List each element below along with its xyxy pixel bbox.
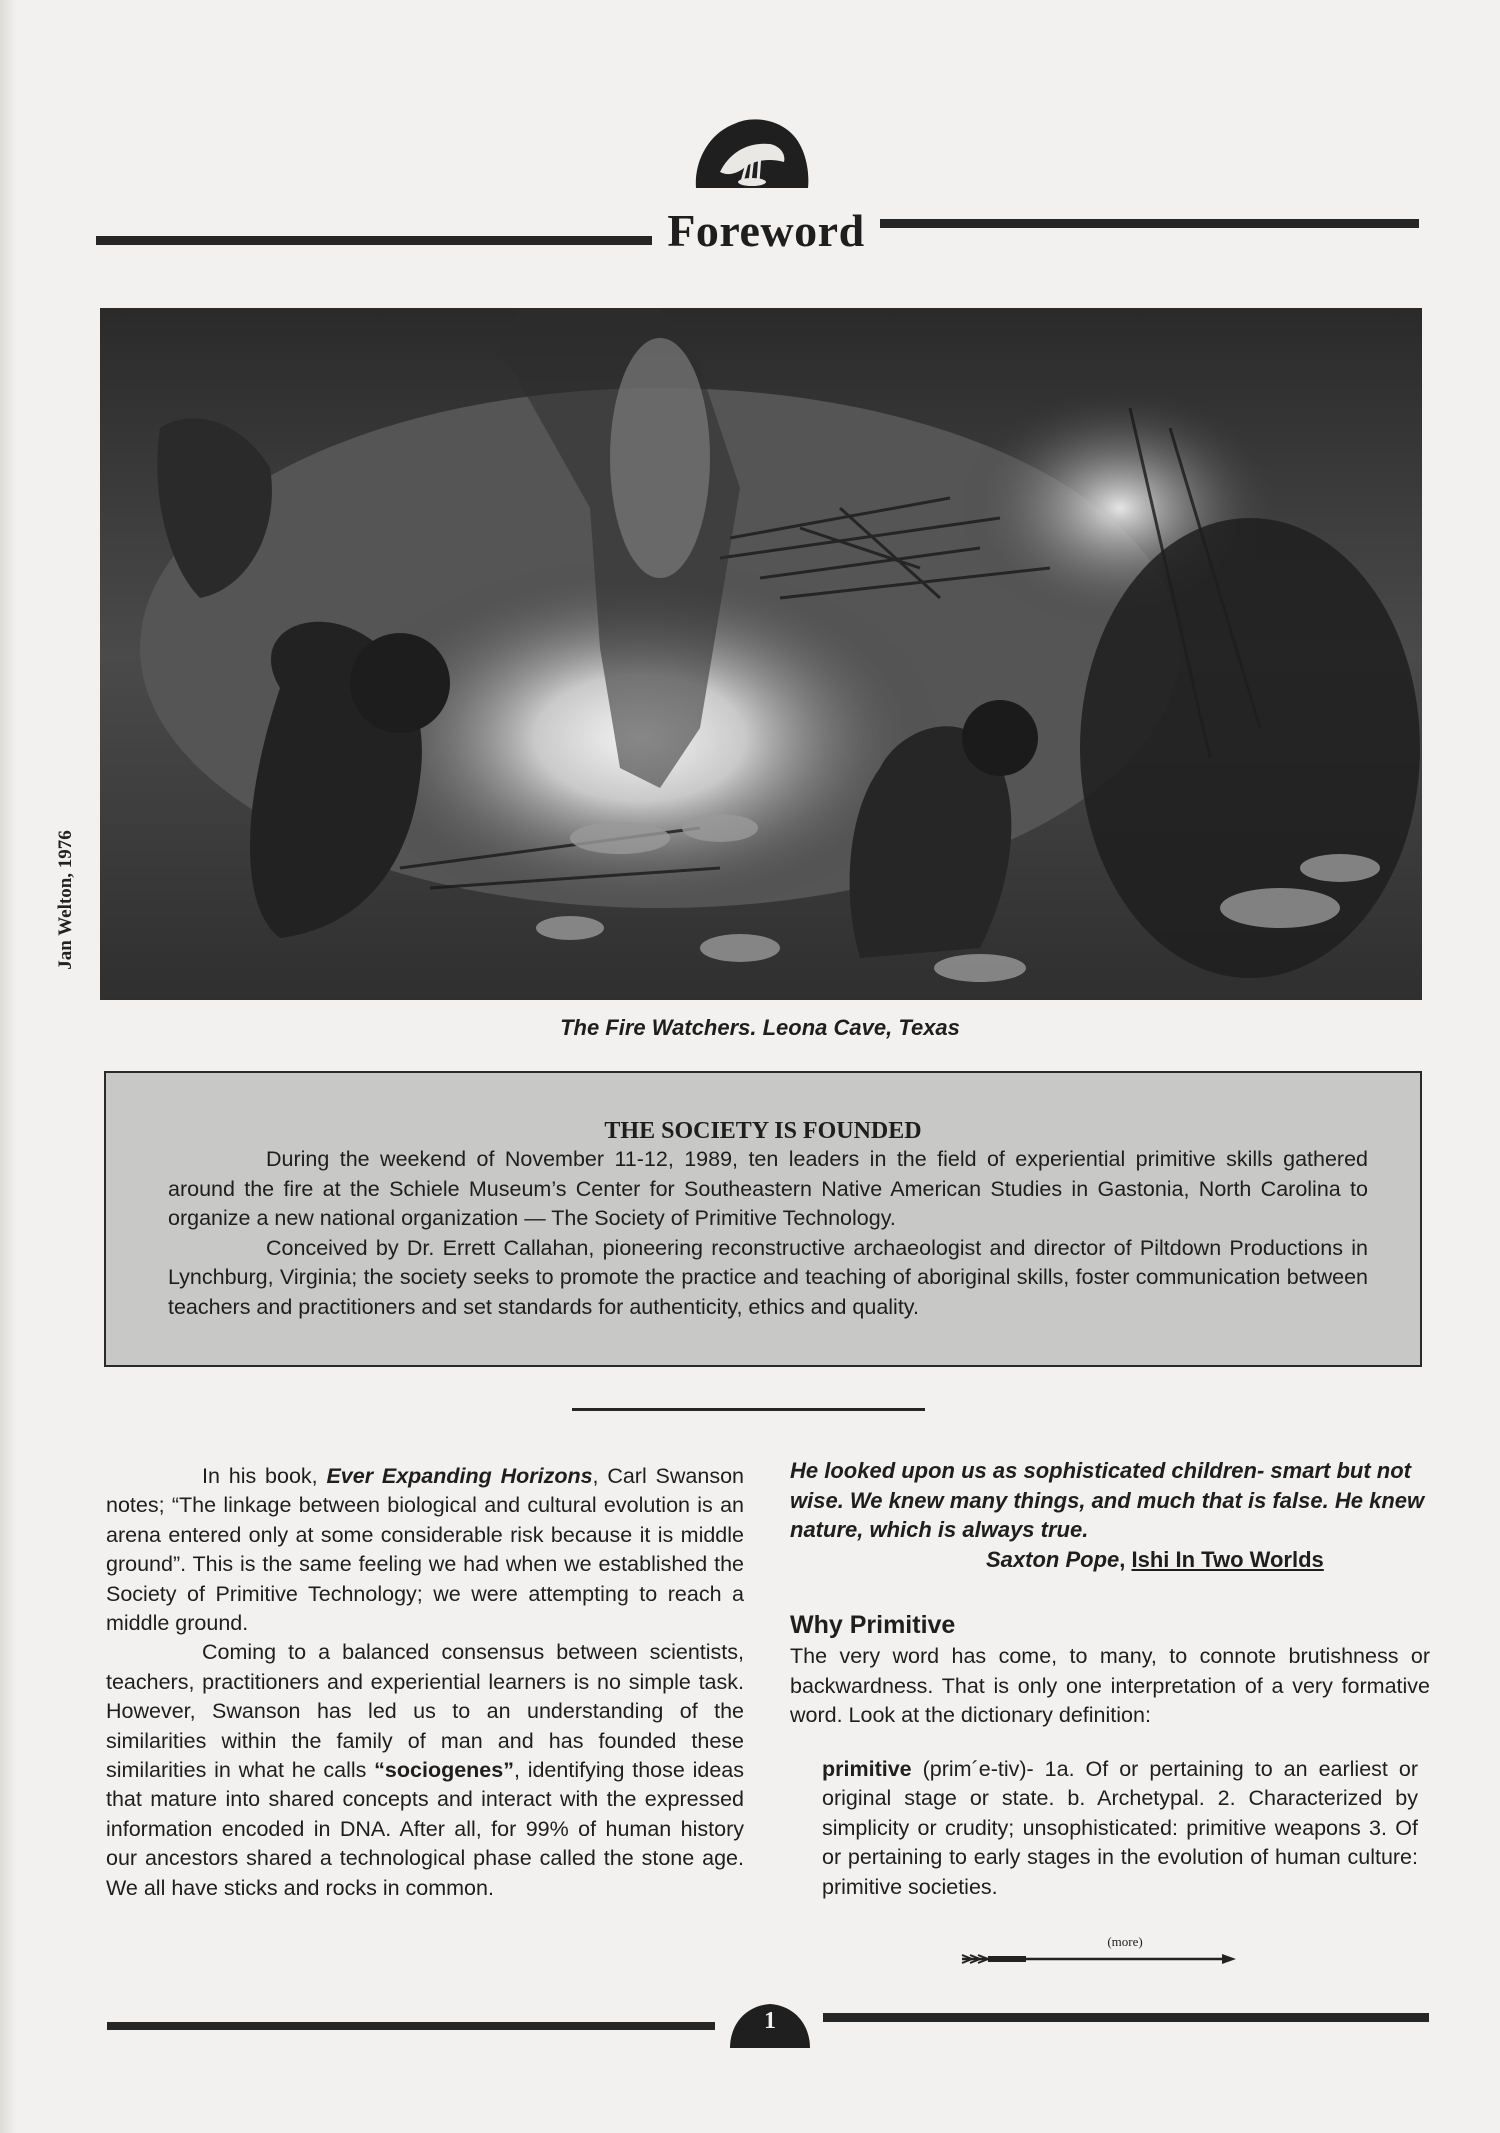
section-body: The very word has come, to many, to connote brutishness or backwardness. That is only one interpretation of a very formative word. Look at the dictionary definition: xyxy=(790,1644,1430,1727)
society-paragraph: Conceived by Dr. Errett Callahan, pioneering reconstructive archaeologist and director of Piltdown Productions in Lynchburg, Virginia; the society seeks to promote the practice and teaching of aboriginal skills, foster communication between teachers and practitioners and set standards for authenticity, ethics and quality. xyxy=(168,1235,1368,1319)
header-rule-right xyxy=(880,219,1419,228)
key-term: “sociogenes” xyxy=(374,1758,514,1783)
arrow-icon xyxy=(960,1952,1260,1966)
photo-caption: The Fire Watchers. Leona Cave, Texas xyxy=(560,1015,960,1040)
more-label: (more) xyxy=(1107,1934,1143,1949)
photo-credit: Jan Welton, 1976 xyxy=(55,830,76,970)
definition-text: (prim´e-tiv)- 1a. Of or pertaining to an earliest or original stage or state. b. Archetypal. 2. Characterized by simplicity or crudity; unsophisticated: primitive weapons 3. Of or pertaining to early stages in the evolution of human culture: primitive societies. xyxy=(822,1756,1418,1899)
quote-book: Ishi In Two Worlds xyxy=(1131,1546,1324,1572)
page-edge-shadow xyxy=(0,0,16,2133)
quote-attribution xyxy=(986,1545,1430,1575)
footer-rule-right xyxy=(823,2013,1429,2022)
section-divider xyxy=(572,1408,925,1411)
body-paragraph xyxy=(106,1638,744,1903)
left-column xyxy=(106,1462,744,1903)
section-heading: Why Primitive xyxy=(790,1611,956,1639)
body-paragraph xyxy=(106,1462,744,1638)
text-run: In his book, xyxy=(202,1464,327,1488)
text-run: , xyxy=(1119,1546,1132,1572)
dictionary-definition xyxy=(822,1755,1418,1903)
text-run: Coming to a balanced consensus between scientists, teachers, practitioners and experiential learners is no simple task. However, Swanson has led us to an understanding of the similarities within the family of man and has founded these similarities in what he calls xyxy=(106,1640,744,1783)
right-column xyxy=(790,1456,1430,1902)
fire-watchers-photo xyxy=(100,308,1422,1000)
society-paragraph: During the weekend of November 11-12, 1989, ten leaders in the field of experiential primitive skills gathered around the fire at the Schiele Museum’s Center for Southeastern Native American Studies in Gastonia, North Carolina to organize a new national organization — The Society of Primitive Technology. xyxy=(168,1147,1368,1230)
text-run: , identifying those ideas that mature into shared concepts and interact with the expressed information encoded in DNA. After all, for 99% of human history our ancestors shared a technological phase called the stone age. We all have sticks and rocks in common. xyxy=(106,1758,745,1900)
society-logo-icon xyxy=(690,112,814,196)
pull-quote: He looked upon us as sophisticated children- smart but not wise. We knew many things, and much that is false. He knew nature, which is always true. xyxy=(790,1458,1425,1542)
definition-term: primitive xyxy=(822,1756,912,1781)
society-body xyxy=(168,1145,1368,1322)
society-heading: THE SOCIETY IS FOUNDED xyxy=(604,1118,922,1144)
book-title: Ever Expanding Horizons xyxy=(326,1464,593,1488)
page-title: Foreword xyxy=(667,205,865,256)
quote-author: Saxton Pope xyxy=(986,1546,1120,1572)
text-run: , Carl Swanson notes; “The linkage between biological and cultural evolution is an arena entered only at some considerable risk because it is middle ground”. This is the same feeling we had when we established the Society of Primitive Technology; we were attempting to reach a middle ground. xyxy=(106,1464,744,1636)
footer-rule-left xyxy=(107,2022,715,2030)
header-rule-left xyxy=(96,236,652,245)
society-founded-box xyxy=(104,1071,1422,1367)
page-number: 1 xyxy=(764,2008,776,2034)
